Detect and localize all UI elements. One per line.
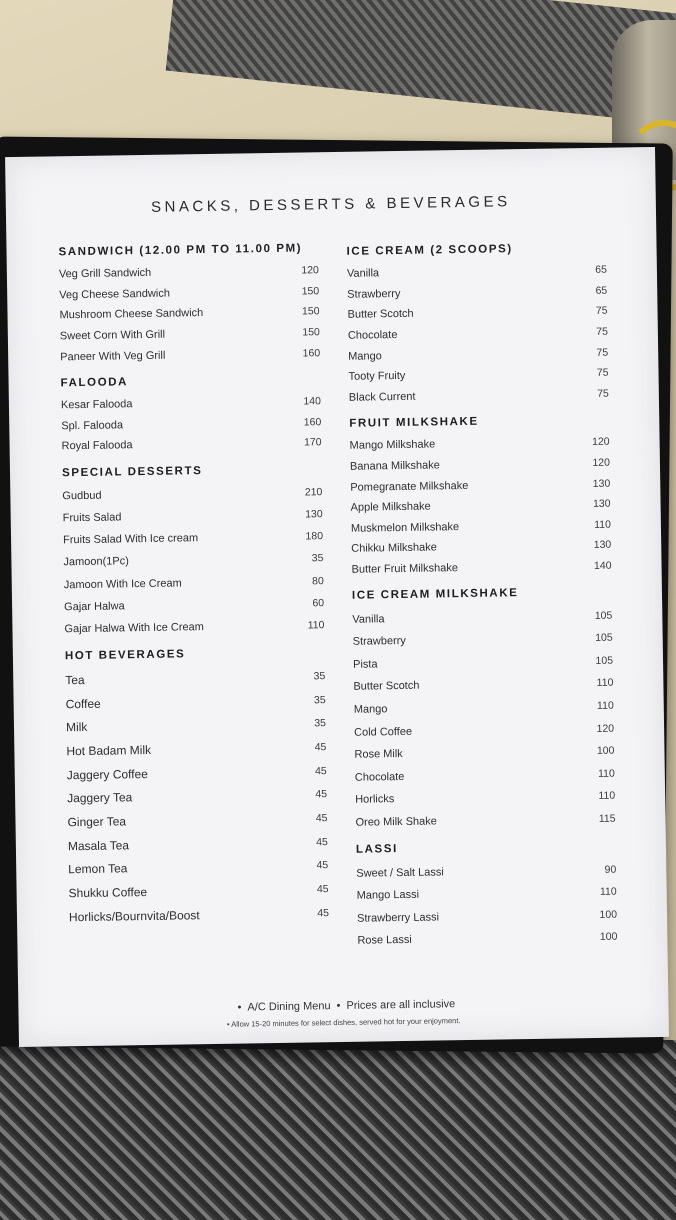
menu-title: SNACKS, DESSERTS & BEVERAGES <box>150 193 511 216</box>
item-name: Rose Lassi <box>357 933 412 947</box>
menu-item <box>61 432 323 457</box>
item-name: Masala Tea <box>67 838 130 853</box>
item-name: Horlicks <box>355 793 395 807</box>
item-price: 110 <box>307 619 325 632</box>
item-price: 105 <box>595 654 614 667</box>
item-name: Veg Grill Sandwich <box>58 267 152 281</box>
item-name: Ginger Tea <box>67 814 127 830</box>
item-price: 45 <box>316 835 328 849</box>
item-price: 45 <box>314 741 327 754</box>
item-price: 115 <box>598 812 616 825</box>
item-price: 110 <box>599 885 617 898</box>
menu-footnote <box>19 1013 669 1032</box>
item-name: Milk <box>65 720 88 735</box>
item-name: Chocolate <box>354 770 405 784</box>
item-price: 105 <box>594 609 613 622</box>
menu-item <box>69 901 331 929</box>
item-name: Butter Fruit Milkshake <box>351 562 459 576</box>
section-heading: ICE CREAM (2 SCOOPS) <box>346 243 513 258</box>
item-name: Pomegranate Milkshake <box>350 479 469 494</box>
item-name: Banana Milkshake <box>349 459 440 473</box>
item-name: Coffee <box>65 696 101 711</box>
menu-section-falooda <box>61 373 324 457</box>
menu-left-column <box>58 242 331 929</box>
item-name: Butter Scotch <box>347 308 414 322</box>
bullet-icon: • <box>336 999 341 1013</box>
section-heading: HOT BEVERAGES <box>64 648 186 663</box>
menu-item <box>64 614 326 640</box>
item-name: Paneer With Veg Grill <box>60 349 166 363</box>
item-price: 100 <box>599 908 618 921</box>
item-price: 130 <box>593 539 612 552</box>
menu-item <box>60 343 322 368</box>
item-price: 45 <box>315 788 328 801</box>
item-name: Tooty Fruity <box>348 370 406 384</box>
item-name: Apple Milkshake <box>350 500 431 515</box>
item-price: 160 <box>302 346 321 360</box>
item-name: Vanilla <box>346 267 380 281</box>
item-price: 110 <box>596 699 614 712</box>
item-name: Rose Milk <box>354 748 403 761</box>
bullet-icon: • <box>237 1001 242 1014</box>
item-name: Hot Badam Milk <box>66 742 152 759</box>
item-name: Muskmelon Milkshake <box>350 520 460 535</box>
item-name: Cold Coffee <box>354 725 413 739</box>
item-name: Gudbud <box>62 489 102 503</box>
item-price: 80 <box>311 574 324 587</box>
menu-page <box>5 147 669 1047</box>
footnote-text: Allow 15-20 minutes for select dishes, served hot for your enjoyment. <box>231 1016 461 1029</box>
bullet-icon: • <box>226 1019 232 1029</box>
section-heading: ICE CREAM MILKSHAKE <box>351 587 519 603</box>
item-price: 35 <box>314 717 327 730</box>
item-name: Shukku Coffee <box>68 885 148 901</box>
item-price: 45 <box>317 906 330 920</box>
item-price: 120 <box>591 436 610 449</box>
item-name: Black Current <box>348 390 416 404</box>
item-name: Jaggery Tea <box>67 790 133 806</box>
item-price: 130 <box>592 477 611 490</box>
item-name: Gajar Halwa With Ice Cream <box>64 621 204 636</box>
item-name: Jamoon(1Pc) <box>63 555 129 569</box>
item-name: Vanilla <box>352 612 385 626</box>
item-name: Mango Milkshake <box>349 438 436 453</box>
item-price: 140 <box>303 395 322 408</box>
item-name: Chocolate <box>347 329 398 342</box>
item-name: Mushroom Cheese Sandwich <box>59 307 204 322</box>
menu-item <box>351 555 613 580</box>
menu-section-special <box>62 463 327 640</box>
item-price: 35 <box>311 552 324 565</box>
footer-note-ac: A/C Dining Menu <box>247 1000 331 1014</box>
footer-note-prices: Prices are all inclusive <box>346 998 456 1012</box>
section-heading: SANDWICH (12.00 PM TO 11.00 PM) <box>58 242 303 259</box>
item-price: 110 <box>596 677 614 690</box>
item-price: 120 <box>592 456 611 470</box>
item-name: Lemon Tea <box>68 861 128 877</box>
item-price: 150 <box>302 326 320 339</box>
item-name: Fruits Salad <box>62 511 122 525</box>
item-price: 150 <box>301 305 320 318</box>
section-heading: LASSI <box>355 843 398 856</box>
item-price: 45 <box>315 812 328 825</box>
item-name: Strawberry <box>347 287 401 301</box>
item-price: 75 <box>596 346 609 359</box>
item-name: Oreo Milk Shake <box>355 815 437 829</box>
item-name: Veg Cheese Sandwich <box>59 287 170 302</box>
item-price: 120 <box>596 722 615 735</box>
section-heading: FRUIT MILKSHAKE <box>349 415 479 430</box>
item-price: 110 <box>594 518 611 531</box>
item-price: 130 <box>305 508 323 521</box>
item-price: 100 <box>596 744 615 758</box>
placemat-bottom <box>0 1040 676 1220</box>
item-price: 140 <box>593 559 612 572</box>
item-name: Fruits Salad With Ice cream <box>62 532 199 547</box>
item-price: 110 <box>597 767 615 780</box>
section-heading: SPECIAL DESSERTS <box>61 464 203 480</box>
menu-section-fruit <box>349 414 614 580</box>
item-price: 90 <box>604 863 617 876</box>
item-name: Butter Scotch <box>353 680 420 694</box>
menu-item <box>355 807 617 834</box>
menu-item <box>357 925 619 952</box>
item-name: Jaggery Coffee <box>66 766 149 782</box>
item-price: 100 <box>599 930 618 943</box>
item-name: Mango Lassi <box>356 888 420 902</box>
item-price: 60 <box>312 596 325 610</box>
item-price: 35 <box>313 670 326 683</box>
item-price: 210 <box>304 486 323 499</box>
item-name: Mango <box>353 703 388 716</box>
item-price: 105 <box>595 631 613 645</box>
menu-section-hot <box>65 646 331 929</box>
item-price: 150 <box>301 285 320 298</box>
menu-section-icm <box>352 586 618 834</box>
item-price: 45 <box>316 859 329 872</box>
menu-right-column <box>346 242 619 952</box>
item-name: Mango <box>348 349 382 363</box>
item-price: 45 <box>316 883 329 896</box>
menu-item <box>349 383 611 408</box>
menu-section-icecream <box>346 242 611 408</box>
item-name: Sweet Corn With Grill <box>59 328 166 343</box>
item-price: 45 <box>314 764 327 778</box>
item-name: Jamoon With Ice Cream <box>63 577 182 591</box>
item-name: Spl. Falooda <box>61 419 124 433</box>
item-name: Tea <box>65 672 85 688</box>
item-name: Sweet / Salt Lassi <box>356 865 444 880</box>
item-name: Horlicks/Bournvita/Boost <box>68 907 200 925</box>
item-name: Gajar Halwa <box>64 600 125 614</box>
item-name: Royal Falooda <box>61 439 133 453</box>
item-price: 65 <box>595 284 608 297</box>
item-price: 75 <box>597 387 609 400</box>
section-heading: FALOODA <box>60 376 129 390</box>
item-name: Strawberry Lassi <box>356 910 440 925</box>
item-price: 120 <box>301 264 319 277</box>
item-price: 170 <box>303 436 322 449</box>
item-name: Chikku Milkshake <box>351 541 437 556</box>
item-price: 75 <box>595 305 608 318</box>
item-price: 160 <box>303 416 322 429</box>
item-price: 130 <box>592 497 611 511</box>
item-price: 35 <box>313 693 326 706</box>
item-price: 180 <box>305 530 324 543</box>
item-price: 75 <box>596 325 608 338</box>
item-price: 110 <box>598 790 616 803</box>
item-name: Strawberry <box>352 635 406 648</box>
item-price: 75 <box>596 366 609 380</box>
item-name: Pista <box>352 658 378 671</box>
menu-section-lassi <box>356 840 620 952</box>
item-name: Kesar Falooda <box>60 398 133 412</box>
item-price: 65 <box>595 264 607 277</box>
menu-section-sandwich <box>58 242 322 367</box>
